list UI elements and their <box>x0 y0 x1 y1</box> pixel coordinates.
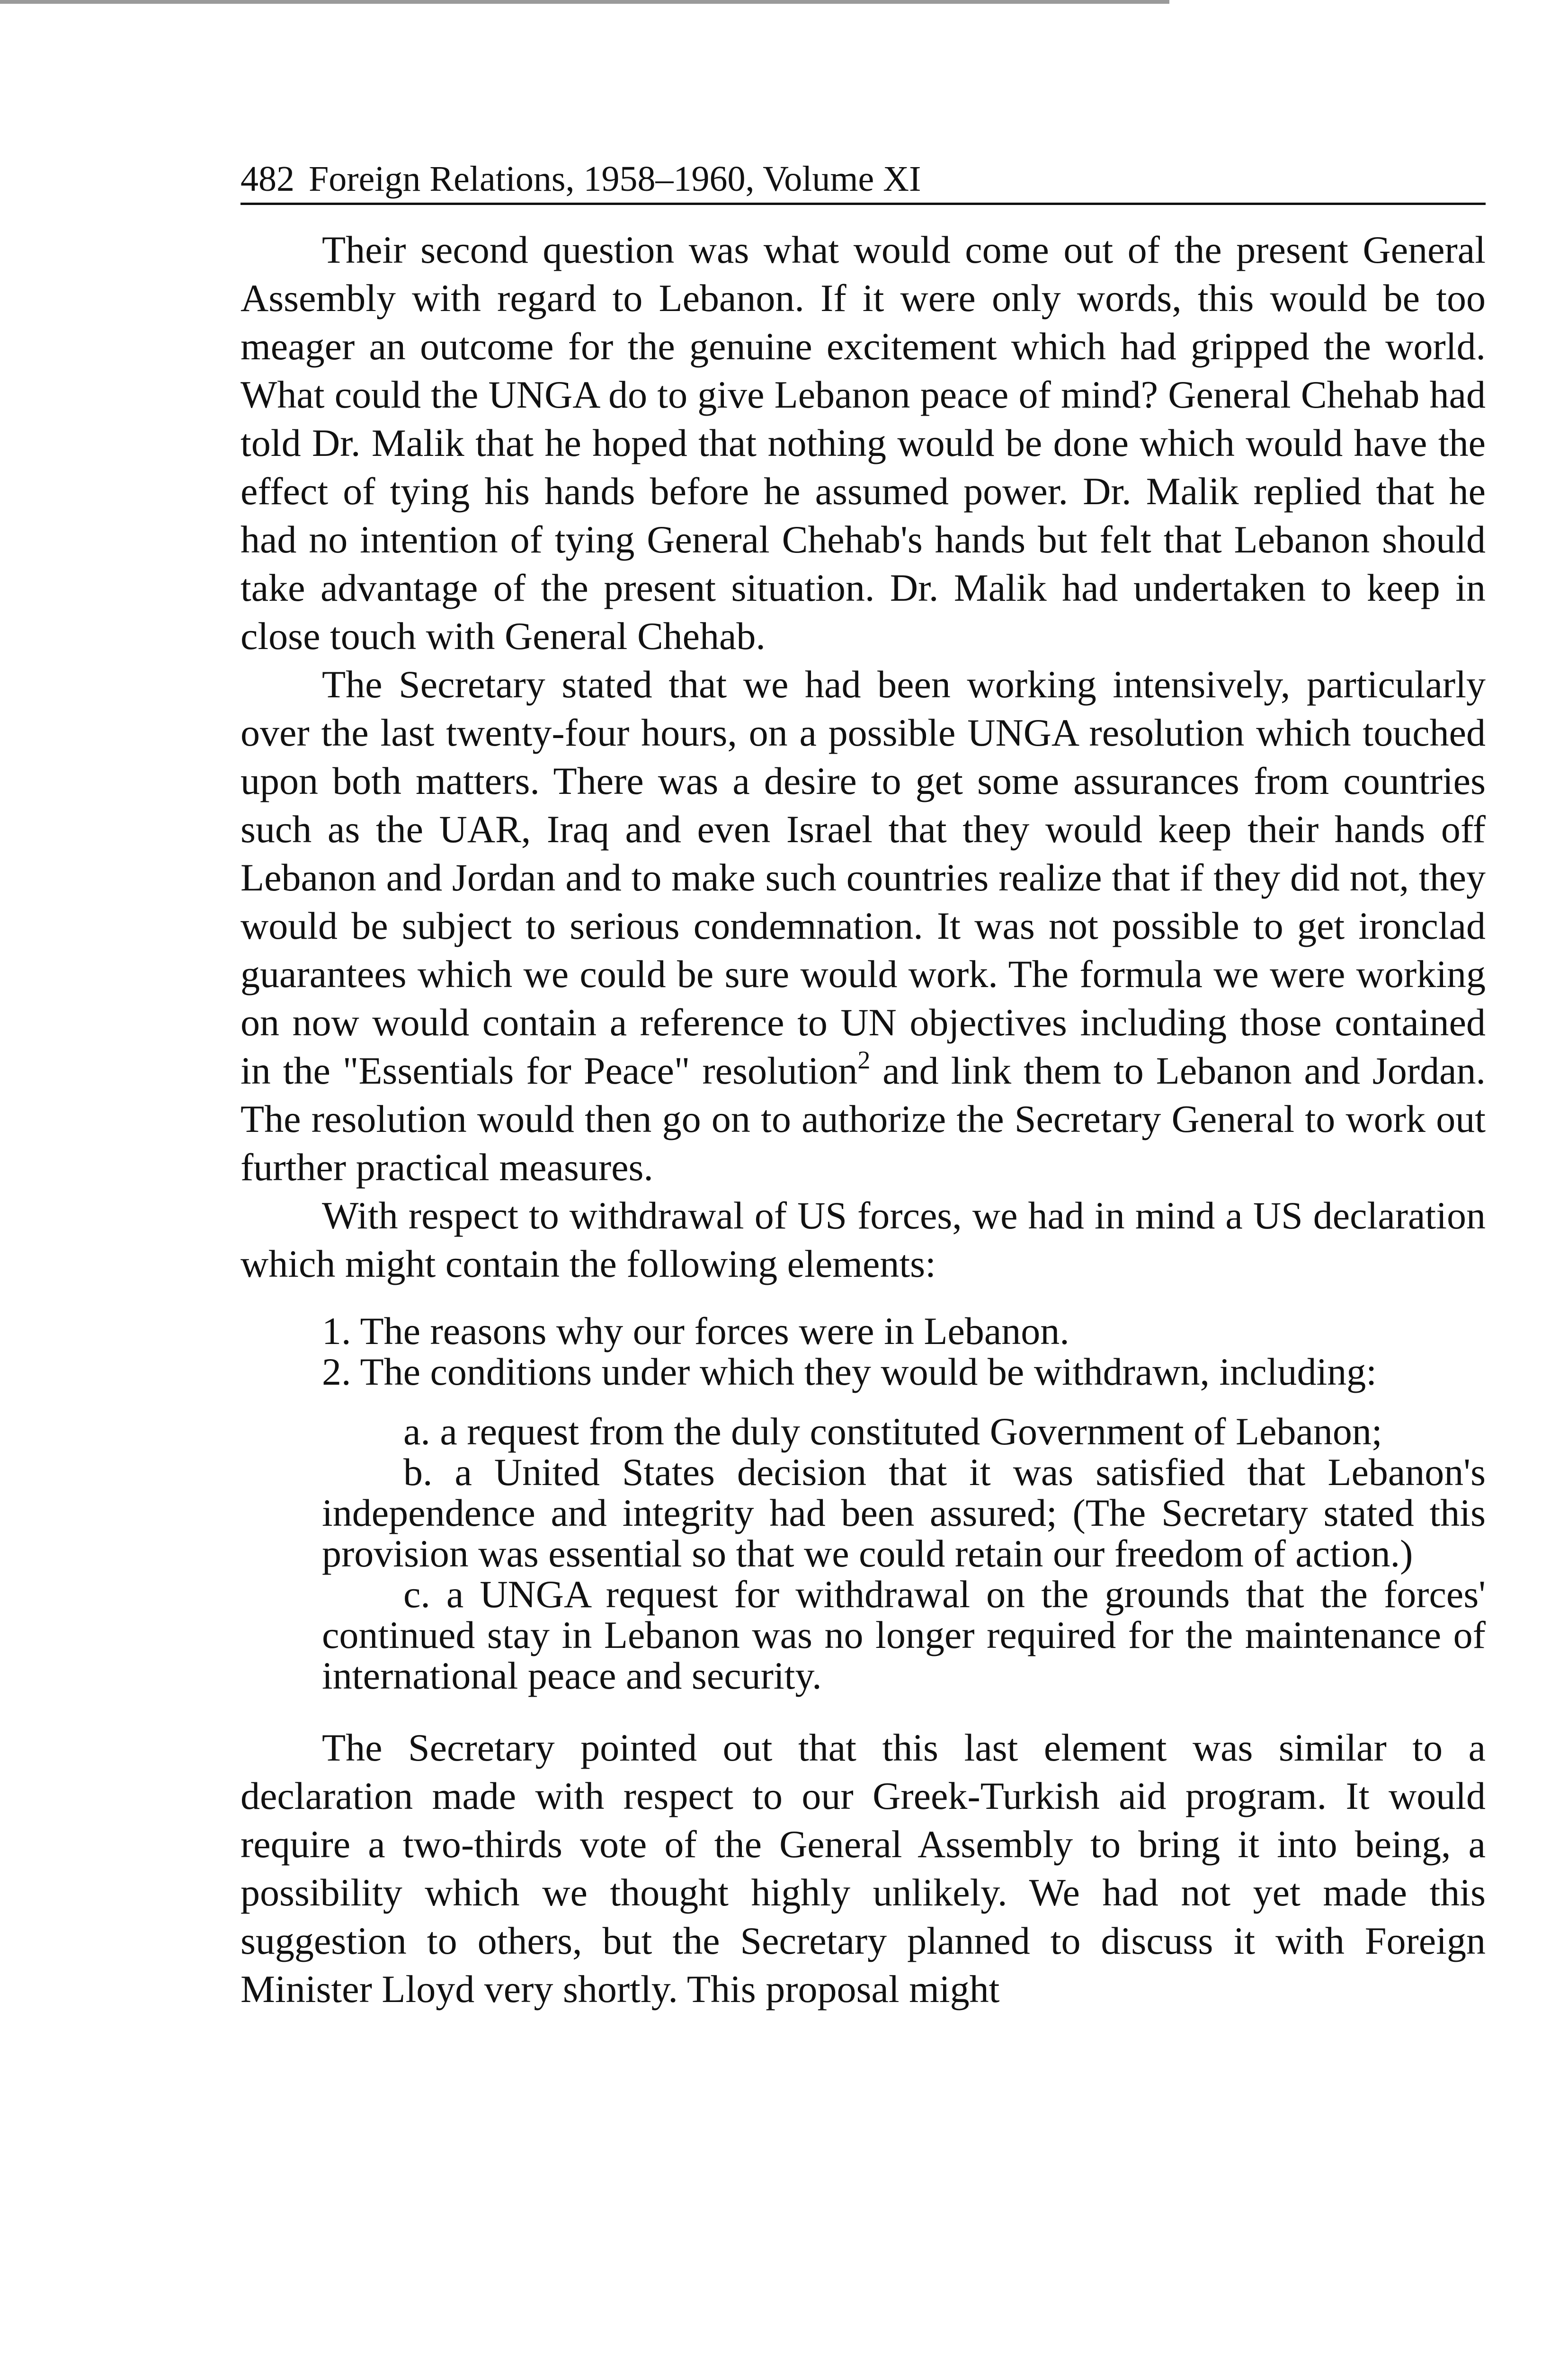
list-item-1: 1. The reasons why our forces were in Lebanon. <box>322 1309 1069 1353</box>
series-title: Foreign Relations, 1958–1960, Volume XI <box>309 159 921 199</box>
lettered-sublist <box>241 1411 1486 1696</box>
sub-item-c: c. a UNGA request for withdrawal on the grounds that the forces' continued stay in Lebanon was no longer required for the maintenance of international peace and security. <box>322 1573 1486 1697</box>
footnote-reference: 2 <box>857 1046 871 1074</box>
paragraph-4: The Secretary pointed out that this last element was similar to a declaration made with respect to our Greek-Turkish aid program. It would require a two-thirds vote of the General Assembly to bring it into being, a possibility which we thought highly unlikely. We had not yet made this suggestion to others, but the Secretary planned to discuss it with Foreign Minister Lloyd very shortly. This proposal might <box>241 1726 1486 2011</box>
sub-item-a: a. a request from the duly constituted Government of Lebanon; <box>403 1410 1382 1453</box>
paragraph-3: With respect to withdrawal of US forces, we had in mind a US declaration which might contain the following elements: <box>241 1194 1486 1285</box>
list-item-2: 2. The conditions under which they would be withdrawn, including: <box>322 1350 1377 1393</box>
document-page <box>241 156 1486 2013</box>
paragraph-2 <box>241 660 1486 1192</box>
paragraph-2-text-b: and link them to Lebanon and Jordan. The resolution would then go on to authorize the Secretary General to work out further practical measures. <box>241 1049 1486 1189</box>
body-text <box>241 226 1486 2013</box>
running-header <box>241 156 1486 205</box>
scan-top-edge <box>0 0 1169 4</box>
page-number: 482 <box>241 159 294 199</box>
sub-item-b: b. a United States decision that it was satisfied that Lebanon's independence and integrity had been assured; (The Secretary stated this provision was essential so that we could retain our freedom of action.) <box>322 1450 1486 1575</box>
paragraph-2-text-a: The Secretary stated that we had been working intensively, particularly over the last twenty-four hours, on a possible UNGA resolution which touched upon both matters. There was a desire to get some assurances from countries such as the UAR, Iraq and even Israel that they would keep their hands off Lebanon and Jordan and to make such countries realize that if they did not, they would be subject to serious condemnation. It was not possible to get ironclad guarantees which we could be sure would work. The formula we were working on now would contain a reference to UN objectives including those contained in the "Essentials for Peace" resolution <box>241 663 1486 1092</box>
paragraph-1: Their second question was what would come out of the present General Assembly with regard to Lebanon. If it were only words, this would be too meager an outcome for the genuine excitement which had gripped the world. What could the UNGA do to give Lebanon peace of mind? General Chehab had told Dr. Malik that he hoped that nothing would be done which would have the effect of tying his hands before he assumed power. Dr. Malik replied that he had no intention of tying General Chehab's hands but felt that Lebanon should take advantage of the present situation. Dr. Malik had undertaken to keep in close touch with General Chehab. <box>241 228 1486 658</box>
numbered-list <box>241 1311 1486 1696</box>
